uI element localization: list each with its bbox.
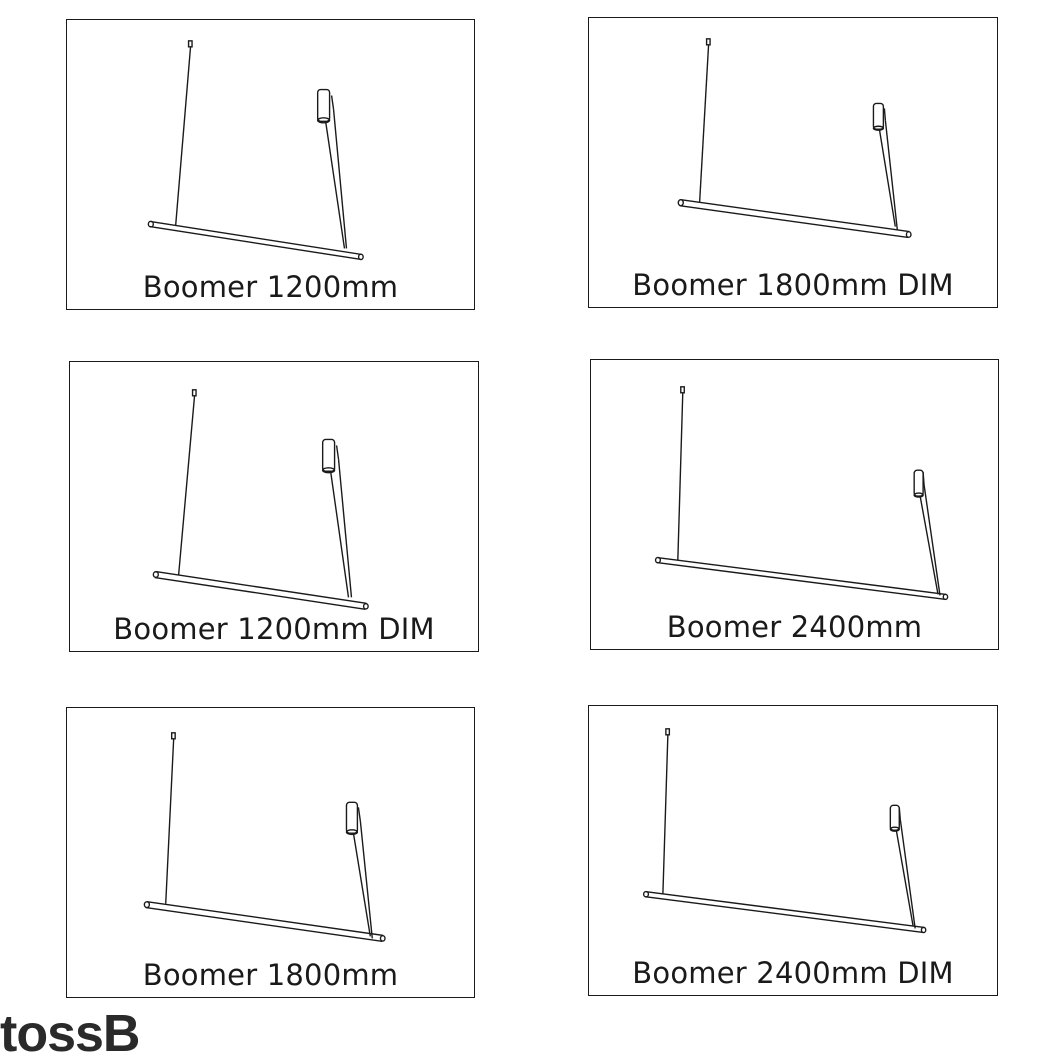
pendant-light-drawing: [589, 18, 997, 307]
brand-logo-text: tossB: [0, 1005, 140, 1063]
product-card-boomer-1800mm-dim: [588, 17, 998, 308]
product-card-boomer-2400mm-dim: [588, 705, 998, 996]
pendant-light-drawing: [67, 20, 474, 309]
pendant-light-drawing: [70, 362, 478, 651]
pendant-light-drawing: [589, 706, 997, 995]
pendant-light-drawing: [591, 360, 998, 649]
product-label: Boomer 2400mm: [666, 610, 923, 644]
product-card-boomer-1800mm: [66, 707, 475, 998]
product-label: Boomer 1800mm: [142, 958, 399, 992]
product-card-boomer-1200mm: [66, 19, 475, 310]
product-label: Boomer 1200mm DIM: [113, 612, 435, 646]
product-card-boomer-2400mm: [590, 359, 999, 650]
product-card-boomer-1200mm-dim: [69, 361, 479, 652]
product-label: Boomer 2400mm DIM: [632, 956, 954, 990]
pendant-light-drawing: [67, 708, 474, 997]
product-label: Boomer 1200mm: [142, 270, 399, 304]
product-label: Boomer 1800mm DIM: [632, 268, 954, 302]
